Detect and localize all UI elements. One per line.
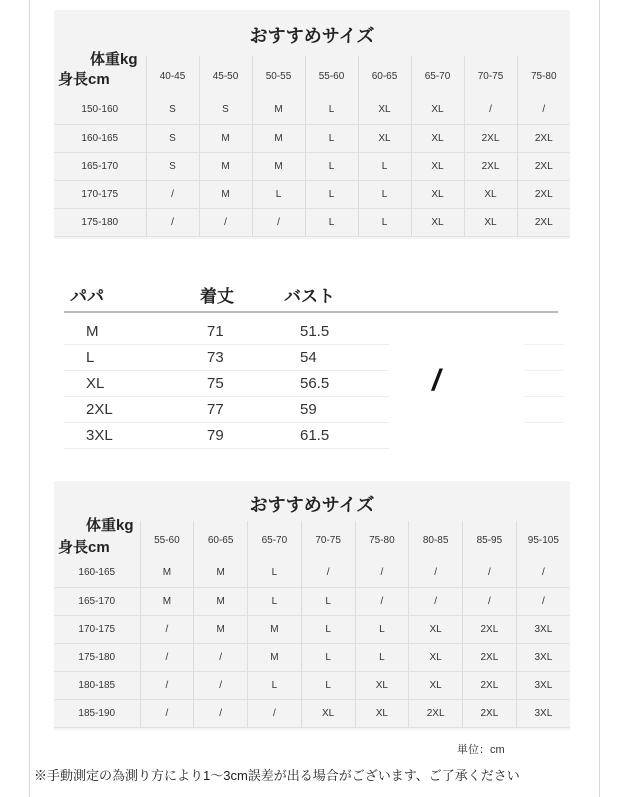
weight-column-header: 45-50 [199,56,252,96]
papa-bust-cell: 54 [300,349,317,366]
size-chart-2-table [54,517,570,728]
size-cell: L [301,615,355,643]
size-cell: / [464,96,517,124]
size-cell: M [252,96,305,124]
weight-column-header: 95-105 [516,521,570,559]
papa-size-cell: 3XL [86,427,113,444]
size-cell: / [194,699,248,727]
size-cell: XL [358,124,411,152]
table-row [54,124,570,152]
height-cell: 150-160 [54,96,146,124]
size-cell: L [252,180,305,208]
weight-column-header: 50-55 [252,56,305,96]
size-cell: / [140,643,194,671]
size-cell: 2XL [463,643,517,671]
height-cell: 175-180 [54,208,146,236]
height-cell: 160-165 [54,559,140,587]
table-row [64,422,389,449]
papa-bust-cell: 61.5 [300,427,330,444]
size-cell: 2XL [463,615,517,643]
size-cell: / [140,699,194,727]
size-cell: M [140,559,194,587]
table-row [54,671,570,699]
size-cell: 2XL [463,671,517,699]
size-chart-1-corner [54,51,146,96]
size-cell: 2XL [517,208,570,236]
size-cell: XL [358,96,411,124]
divider [524,344,564,345]
size-cell: L [248,671,302,699]
size-cell: S [146,124,199,152]
weight-column-header: 55-60 [305,56,358,96]
height-cell: 170-175 [54,615,140,643]
size-cell: M [199,180,252,208]
size-cell: XL [409,615,463,643]
papa-bust-cell: 56.5 [300,375,330,392]
table-row [54,96,570,124]
size-cell: 2XL [463,699,517,727]
size-chart-2-corner [54,517,140,559]
size-cell: M [199,124,252,152]
papa-header-bust: バスト [284,287,335,306]
papa-length-cell: 73 [207,349,224,366]
weight-column-header: 80-85 [409,521,463,559]
papa-size-cell: M [86,323,99,340]
size-cell: 3XL [516,671,570,699]
size-cell: L [248,587,302,615]
papa-length-cell: 77 [207,401,224,418]
size-cell: M [194,559,248,587]
size-cell: / [409,559,463,587]
height-cell: 185-190 [54,699,140,727]
size-cell: L [305,96,358,124]
height-cell: 165-170 [54,587,140,615]
size-cell: 2XL [464,152,517,180]
papa-header-divider [64,311,558,313]
size-cell: M [248,615,302,643]
size-cell: L [355,615,409,643]
size-cell: 2XL [517,180,570,208]
size-cell: M [199,152,252,180]
size-chart-2-title: おすすめサイズ [249,495,375,515]
size-cell: M [252,124,305,152]
weight-column-header: 70-75 [301,521,355,559]
size-cell: 3XL [516,699,570,727]
table-row [54,699,570,727]
size-cell: / [199,208,252,236]
size-cell: / [146,208,199,236]
size-cell: / [463,559,517,587]
size-cell: L [305,208,358,236]
size-chart-2 [54,481,570,730]
size-cell: S [199,96,252,124]
size-chart-1-title: おすすめサイズ [249,26,375,46]
table-row [54,587,570,615]
papa-size-cell: 2XL [86,401,113,418]
size-cell: L [301,587,355,615]
weight-column-header: 40-45 [146,56,199,96]
weight-column-header: 85-95 [463,521,517,559]
size-cell: / [516,559,570,587]
divider [524,422,564,423]
weight-column-header: 75-80 [517,56,570,96]
height-cell: 160-165 [54,124,146,152]
weight-column-header: 65-70 [248,521,302,559]
size-cell: / [301,559,355,587]
size-cell: L [358,208,411,236]
weight-column-header: 65-70 [411,56,464,96]
size-cell: XL [464,180,517,208]
size-cell: / [463,587,517,615]
table-row [64,344,389,371]
measurement-footnote: ※手動測定の為測り方により1〜3cm誤差が出る場合がございます、ご了承ください [34,768,520,783]
size-cell: L [355,643,409,671]
size-chart-2-header-row [54,521,570,559]
height-cell: 175-180 [54,643,140,671]
left-border-line [29,0,30,797]
size-cell: M [248,643,302,671]
not-available-slash: / [432,364,441,397]
size-cell: / [517,96,570,124]
size-cell: XL [411,180,464,208]
right-border-line [599,0,600,797]
size-cell: / [516,587,570,615]
size-cell: XL [409,671,463,699]
divider [524,370,564,371]
size-cell: / [355,587,409,615]
size-cell: XL [411,96,464,124]
size-cell: L [248,559,302,587]
table-row [54,615,570,643]
papa-measurement-table [64,282,564,452]
papa-bust-cell: 51.5 [300,323,330,340]
size-chart-1 [54,10,570,239]
divider [524,396,564,397]
size-cell: XL [301,699,355,727]
weight-column-header: 70-75 [464,56,517,96]
unit-label: 単位：cm [457,744,505,756]
table-row [64,318,389,345]
size-cell: 2XL [517,152,570,180]
table-row [64,370,389,397]
size-cell: L [358,180,411,208]
size-cell: 2XL [517,124,570,152]
size-cell: S [146,152,199,180]
size-cell: L [301,643,355,671]
table-row [54,559,570,587]
size-cell: / [140,671,194,699]
size-chart-1-table [54,51,570,237]
size-cell: 3XL [516,643,570,671]
size-cell: S [146,96,199,124]
size-cell: / [194,643,248,671]
height-cell: 165-170 [54,152,146,180]
papa-length-cell: 71 [207,323,224,340]
size-cell: XL [411,152,464,180]
size-cell: XL [409,643,463,671]
papa-size-cell: XL [86,375,105,392]
size-cell: XL [411,208,464,236]
size-cell: M [252,152,305,180]
papa-bust-cell: 59 [300,401,317,418]
size-cell: L [305,124,358,152]
size-cell: L [305,180,358,208]
size-cell: 2XL [464,124,517,152]
height-axis-label: 身長cm [58,539,110,556]
table-row [64,396,389,423]
weight-axis-label: 体重kg [86,517,134,534]
size-cell: / [140,615,194,643]
size-cell: 2XL [409,699,463,727]
size-cell: M [140,587,194,615]
size-cell: / [146,180,199,208]
weight-column-header: 55-60 [140,521,194,559]
weight-axis-label: 体重kg [90,51,138,68]
papa-length-cell: 75 [207,375,224,392]
size-cell: / [194,671,248,699]
weight-column-header: 75-80 [355,521,409,559]
table-row [54,208,570,236]
height-cell: 180-185 [54,671,140,699]
papa-size-cell: L [86,349,95,366]
table-row [54,643,570,671]
size-cell: XL [411,124,464,152]
height-cell: 170-175 [54,180,146,208]
size-cell: L [301,671,355,699]
size-cell: M [194,615,248,643]
height-axis-label: 身長cm [58,71,110,88]
size-cell: L [358,152,411,180]
size-cell: XL [355,671,409,699]
size-cell: XL [464,208,517,236]
size-chart-1-header-row [54,56,570,96]
size-cell: 3XL [516,615,570,643]
papa-header-length: 着丈 [200,287,234,306]
size-cell: / [252,208,305,236]
table-row [54,180,570,208]
size-cell: XL [355,699,409,727]
size-cell: / [248,699,302,727]
size-cell: / [355,559,409,587]
weight-column-header: 60-65 [194,521,248,559]
size-cell: / [409,587,463,615]
table-row [54,152,570,180]
papa-header-size: パパ [70,287,104,306]
papa-length-cell: 79 [207,427,224,444]
size-cell: L [305,152,358,180]
size-cell: M [194,587,248,615]
weight-column-header: 60-65 [358,56,411,96]
